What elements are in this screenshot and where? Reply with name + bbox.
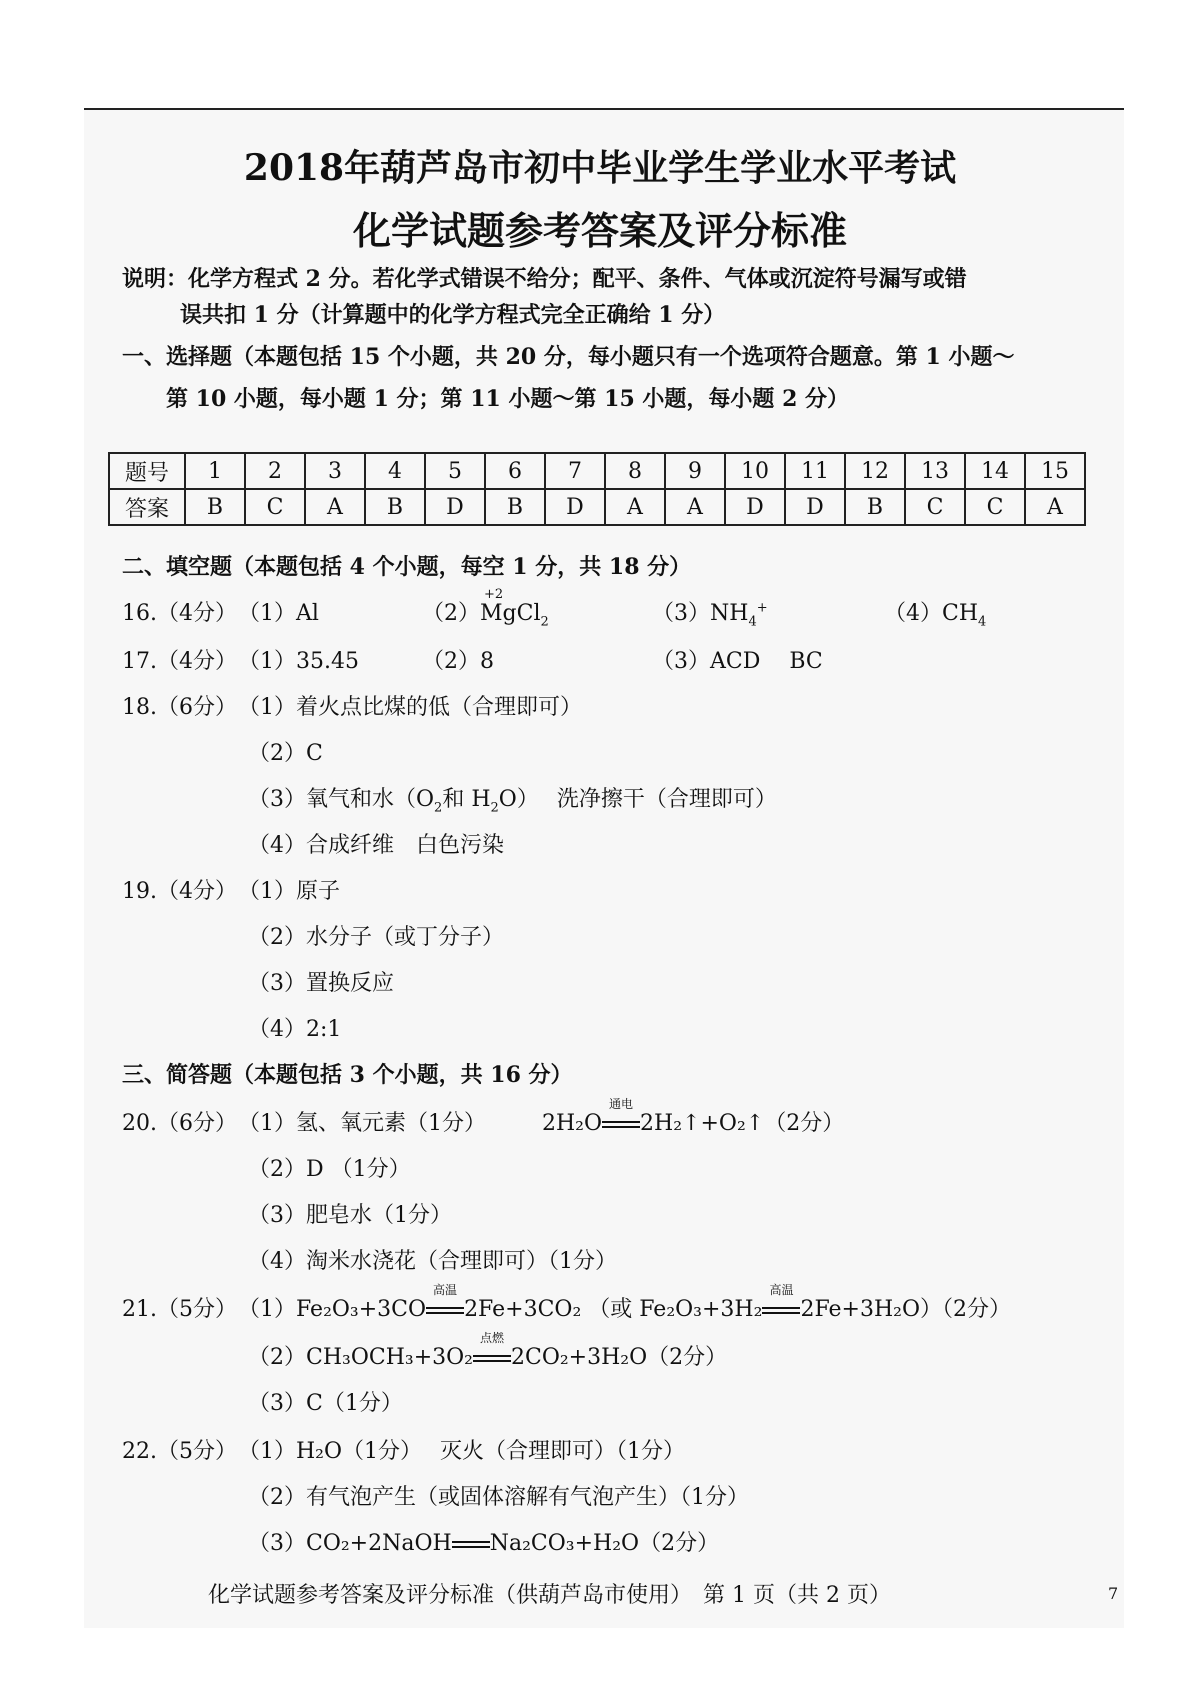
q18-answer-3: [248, 782, 777, 815]
q18-sub-o2: 2: [434, 800, 443, 816]
table-cell: 1: [185, 453, 245, 489]
double-line: [473, 1355, 511, 1362]
q18-answer-3-mid: 和 H: [442, 787, 491, 812]
table-cell: 2: [245, 453, 305, 489]
q18-answer-3-pre: （3）氧气和水（O: [248, 787, 435, 812]
paper-sheet: [84, 108, 1124, 1628]
q16-answer-2: [422, 587, 549, 630]
table-cell: 13: [905, 453, 965, 489]
note-line-2: 误共扣 1 分（计算题中的化学方程式完全正确给 1 分）: [180, 302, 726, 328]
reaction-condition: 通电: [609, 1097, 634, 1111]
table-cell: D: [425, 489, 485, 525]
reaction-sign: [762, 1283, 800, 1322]
q21-answer-3: （3）C（1分）: [248, 1391, 403, 1416]
q21-eq1-left: （1）Fe₂O₃+3CO: [238, 1297, 427, 1322]
q18-sub-h2o: 2: [490, 800, 499, 816]
q16-answer-4-text: （4）CH: [884, 601, 979, 626]
q16-answer-3-text: （3）NH: [652, 601, 749, 626]
q21-eq2-left: （2）CH₃OCH₃+3O₂: [248, 1345, 473, 1370]
table-cell: C: [905, 489, 965, 525]
reaction-condition: 点燃: [479, 1331, 504, 1345]
q20-answer-4: （4）淘米水浇花（合理即可）（1分）: [248, 1249, 617, 1274]
q18-answer-4: （4）合成纤维 白色污染: [248, 833, 504, 858]
table-cell: B: [485, 489, 545, 525]
table-cell: 6: [485, 453, 545, 489]
table-cell: 4: [365, 453, 425, 489]
q21-answer-1: [238, 1283, 1012, 1323]
note-line-1: 说明：化学方程式 2 分。若化学式错误不给分；配平、条件、气体或沉淀符号漏写或错: [122, 266, 967, 292]
q22-answer-3: [248, 1526, 719, 1557]
table-cell: 9: [665, 453, 725, 489]
q20-eq-left: 2H₂O: [542, 1111, 603, 1136]
q22-eq-right: Na₂CO₃+H₂O（2分）: [489, 1531, 720, 1556]
table-header-cell: 题号: [109, 453, 185, 489]
q16-answer-4: [884, 596, 986, 629]
reaction-condition: 高温: [769, 1283, 794, 1297]
table-cell: A: [665, 489, 725, 525]
q21-eq1-right: 2Fe+3H₂O）（2分）: [800, 1297, 1012, 1322]
q19-answer-4: （4）2:1: [248, 1017, 342, 1042]
q16-label: 16.（4分）: [122, 601, 237, 626]
table-cell: 14: [965, 453, 1025, 489]
q21-eq1-mid: 2Fe+3CO₂ （或 Fe₂O₃+3H₂: [464, 1297, 763, 1322]
q18-answer-1: （1）着火点比煤的低（合理即可）: [238, 695, 582, 720]
q16-formula: MgCl: [480, 601, 541, 626]
table-cell: 15: [1025, 453, 1085, 489]
q21-label: 21.（5分）: [122, 1297, 237, 1322]
page-title: 2018年葫芦岛市初中毕业学生学业水平考试: [243, 147, 957, 189]
table-header-cell: 答案: [109, 489, 185, 525]
top-rule: [84, 108, 1124, 110]
q20-label: 20.（6分）: [122, 1111, 237, 1136]
q20-eq-right: 2H₂↑+O₂↑（2分）: [640, 1111, 845, 1136]
double-line: [762, 1307, 800, 1314]
double-line: [602, 1121, 640, 1128]
page-subtitle: 化学试题参考答案及评分标准: [352, 208, 847, 253]
page-footer: 化学试题参考答案及评分标准（供葫芦岛市使用） 第 1 页（共 2 页）: [208, 1583, 891, 1608]
table-cell: C: [965, 489, 1025, 525]
double-line: [452, 1541, 490, 1548]
q21-eq2-right: 2CO₂+3H₂O（2分）: [511, 1345, 728, 1370]
q17-answer-1: （1）35.45: [238, 649, 359, 674]
table-cell: D: [785, 489, 845, 525]
q16-valence: +2: [484, 587, 504, 602]
q17-label: 17.（4分）: [122, 649, 237, 674]
answer-table: [108, 452, 1086, 526]
table-cell: A: [305, 489, 365, 525]
table-cell: C: [245, 489, 305, 525]
section2-heading: 二、填空题（本题包括 4 个小题，每空 1 分，共 18 分）: [122, 554, 692, 580]
reaction-sign: [602, 1097, 640, 1136]
double-line: [426, 1307, 464, 1314]
q18-answer-2: （2）C: [248, 741, 323, 766]
table-cell: B: [365, 489, 425, 525]
q20-equation: [542, 1097, 845, 1137]
q16-answer-2-prefix: （2）: [422, 601, 480, 626]
table-row-numbers: [109, 453, 1085, 489]
table-cell: 7: [545, 453, 605, 489]
section1-heading: 一、选择题（本题包括 15 个小题，共 20 分，每小题只有一个选项符合题意。第 1 小题～: [122, 344, 1015, 370]
section1-heading-cont: 第 10 小题，每小题 1 分；第 11 小题～第 15 小题，每小题 2 分）: [166, 386, 850, 412]
table-cell: 12: [845, 453, 905, 489]
q17-answer-2: （2）8: [422, 649, 494, 674]
table-row-answers: [109, 489, 1085, 525]
table-cell: A: [605, 489, 665, 525]
table-cell: D: [725, 489, 785, 525]
table-cell: B: [185, 489, 245, 525]
q20-answer-1: （1）氢、氧元素（1分）: [238, 1111, 486, 1136]
q16-answer-3: [652, 596, 768, 629]
table-cell: 10: [725, 453, 785, 489]
q22-answer-2: （2）有气泡产生（或固体溶解有气泡产生）（1分）: [248, 1485, 749, 1510]
table-cell: 8: [605, 453, 665, 489]
q19-answer-2: （2）水分子（或丁分子）: [248, 925, 504, 950]
q16-answer-4-sub: 4: [978, 614, 987, 630]
table-cell: A: [1025, 489, 1085, 525]
q16-answer-3-sub: 4: [748, 614, 757, 630]
q19-label: 19.（4分）: [122, 879, 237, 904]
q17-answer-3: （3）ACD BC: [652, 649, 823, 674]
q18-answer-3-post: O） 洗净擦干（合理即可）: [498, 787, 777, 812]
section3-heading: 三、简答题（本题包括 3 个小题，共 16 分）: [122, 1062, 573, 1088]
q22-label: 22.（5分）: [122, 1439, 237, 1464]
q21-answer-2: [248, 1331, 728, 1371]
table-cell: D: [545, 489, 605, 525]
reaction-sign: [473, 1331, 511, 1370]
table-cell: B: [845, 489, 905, 525]
q22-answer-1: （1）H₂O（1分） 灭火（合理即可）（1分）: [238, 1439, 686, 1464]
reaction-condition: 高温: [433, 1283, 458, 1297]
table-cell: 5: [425, 453, 485, 489]
table-cell: 3: [305, 453, 365, 489]
q22-eq-left: （3）CO₂+2NaOH: [248, 1531, 452, 1556]
q16-sub: 2: [540, 614, 549, 630]
q16-answer-1: （1）Al: [238, 601, 319, 626]
q19-answer-1: （1）原子: [238, 879, 340, 904]
q20-answer-2: （2）D （1分）: [248, 1157, 411, 1182]
page-number: 7: [1108, 1584, 1119, 1603]
table-cell: 11: [785, 453, 845, 489]
q16-answer-3-sup: +: [756, 600, 768, 616]
q18-label: 18.（6分）: [122, 695, 237, 720]
q20-answer-3: （3）肥皂水（1分）: [248, 1203, 452, 1228]
reaction-sign: [452, 1531, 490, 1556]
reaction-sign: [426, 1283, 464, 1322]
q19-answer-3: （3）置换反应: [248, 971, 394, 996]
